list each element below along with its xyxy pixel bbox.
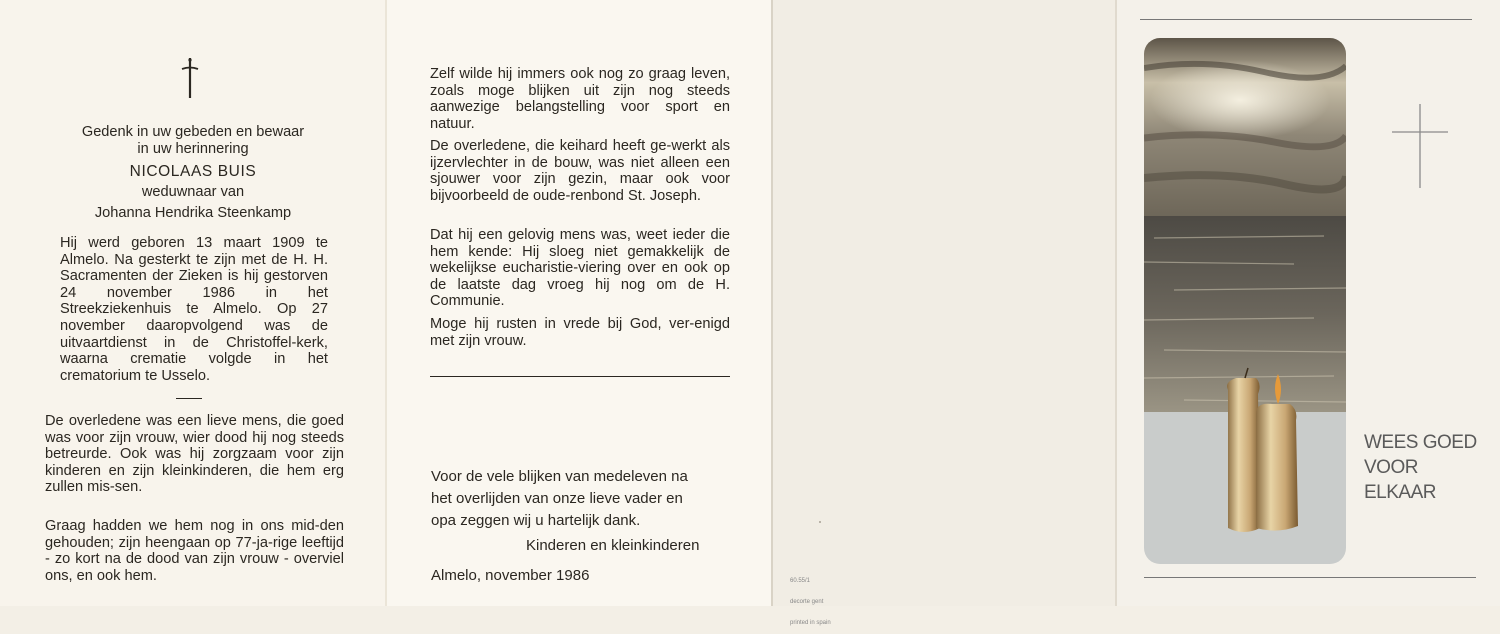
motto-line: VOOR — [1364, 457, 1418, 478]
imprint-country: printed in spain — [790, 620, 831, 626]
short-divider — [176, 398, 202, 399]
fold-line — [385, 0, 387, 606]
paper-speck — [819, 521, 821, 523]
signature: Kinderen en kleinkinderen — [526, 537, 700, 554]
spouse-name: Johanna Hendrika Steenkamp — [94, 205, 292, 221]
printer-imprint — [790, 564, 831, 634]
tribute-paragraph: Zelf wilde hij immers ook nog zo graag leven, zoals moge blijken uit zijn nog steeds aanwezige belangstelling voor sport en natuur. — [430, 66, 730, 132]
tribute-paragraph: Graag hadden we hem nog in ons mid-den gehouden; zijn heengaan op 77-ja-rige leeftijd - zo kort na de dood van zijn vrouw - overviel ons, en ook hem. — [45, 518, 344, 584]
back-panel — [772, 0, 1116, 606]
photo-illustration — [1144, 38, 1346, 564]
thanks-line: Voor de vele blijken van medeleven na — [431, 468, 688, 485]
imprint-printer: decorte gent — [790, 599, 824, 605]
divider-line — [430, 376, 730, 377]
tribute-paragraph: De overledene, die keihard heeft ge-werkt als ijzervlechter in de bouw, was niet alleen een sjouwer voor zijn gezin, maar ook voor bijvoorbeeld de oude-renbond St. Joseph. — [430, 138, 730, 204]
cross-icon — [1390, 104, 1450, 190]
cross-icon — [178, 56, 202, 100]
top-rule — [1140, 19, 1472, 20]
thanks-line: het overlijden van onze lieve vader en — [431, 490, 683, 507]
fold-line — [771, 0, 773, 606]
tribute-paragraph: Moge hij rusten in vrede bij God, ver-enigd met zijn vrouw. — [430, 316, 730, 349]
tribute-paragraph: Dat hij een gelovig mens was, weet ieder die hem kende: Hij sloeg niet gemakkelijk de wekelijkse eucharistie-viering over en ook op de laatste dag vroeg hij nog om de H. Communie. — [430, 227, 730, 310]
bottom-rule — [1144, 577, 1476, 578]
thanks-line: opa zeggen wij u hartelijk dank. — [431, 512, 641, 529]
intro-line: in uw herinnering — [137, 141, 249, 157]
imprint-code: 60.55/1 — [790, 578, 811, 584]
fold-line — [1115, 0, 1117, 606]
place-date: Almelo, november 1986 — [431, 567, 590, 584]
tribute-paragraph: De overledene was een lieve mens, die goed was voor zijn vrouw, wier dood hij nog steeds betreurde. Ook was hij zorgzaam voor zijn kinderen en zijn kleinkinderen, die hem erg zullen mis-sen. — [45, 413, 344, 496]
deceased-name: NICOLAAS BUIS — [129, 163, 257, 180]
sunset-candle-photo — [1144, 38, 1346, 564]
widower-label: weduwnaar van — [141, 184, 245, 200]
intro-line: Gedenk in uw gebeden en bewaar — [81, 124, 305, 140]
motto-line: WEES GOED — [1364, 432, 1477, 453]
motto-line: ELKAAR — [1364, 482, 1436, 503]
biography-paragraph: Hij werd geboren 13 maart 1909 te Almelo. Na gesterkt te zijn met de H. H. Sacramenten der Zieken is hij gestorven 24 november 1986 in het Streekziekenhuis te Almelo. Op 27 november daaropvolgend was de uitvaartdienst in de Christoffel-kerk, waarna crematie volgde in het crematorium te Usselo. — [60, 235, 328, 384]
motto — [1364, 430, 1477, 505]
